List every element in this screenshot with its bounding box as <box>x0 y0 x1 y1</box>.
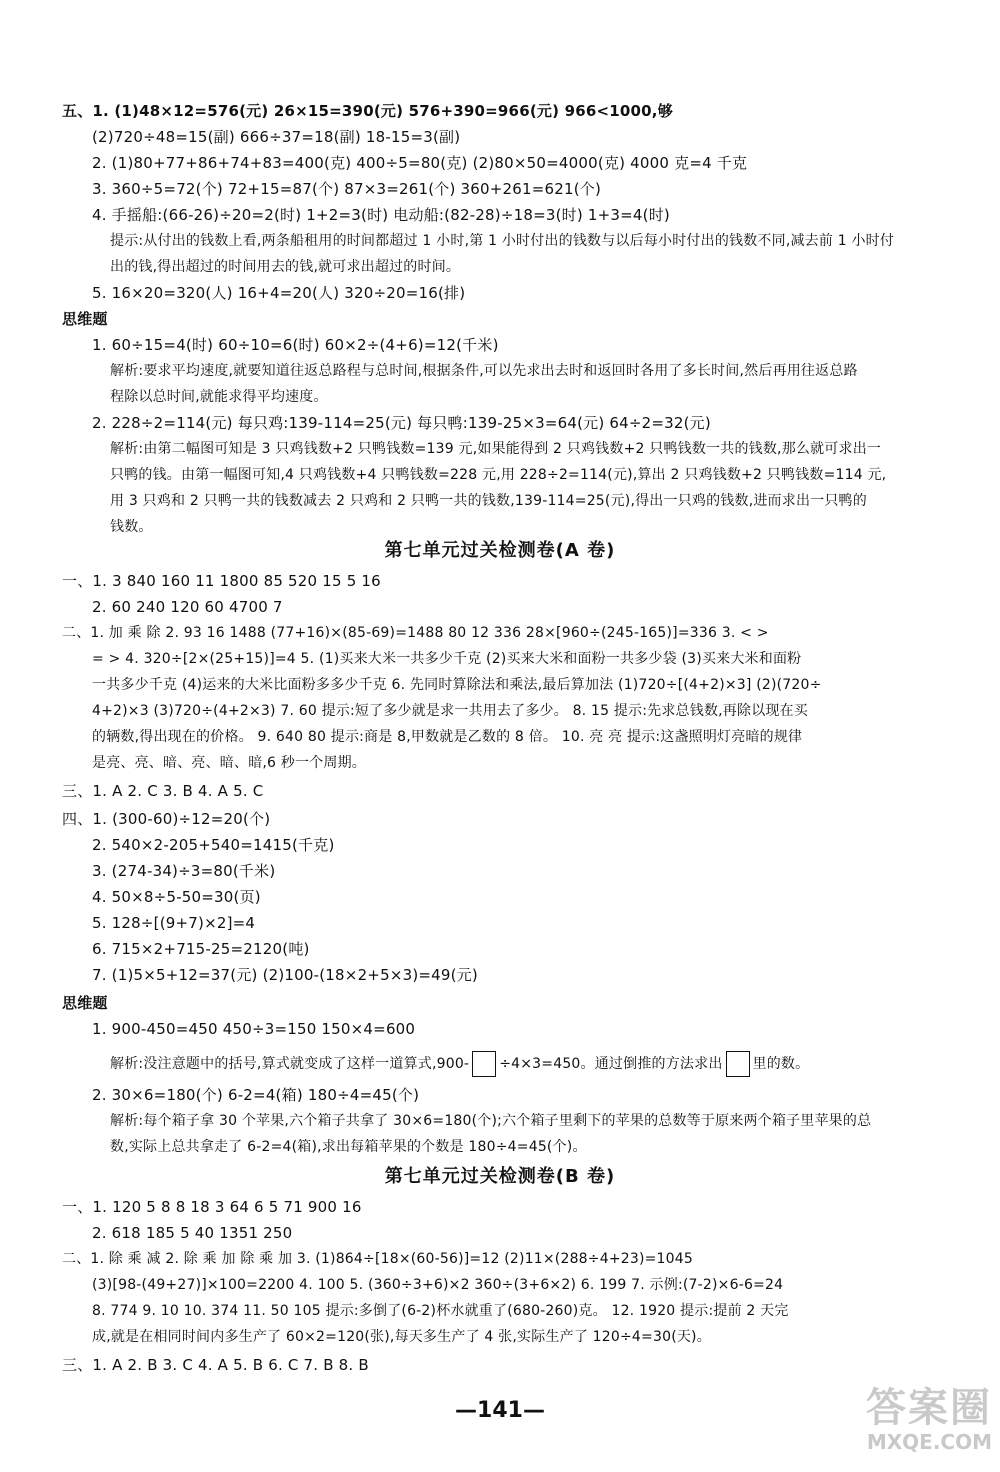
watermark-url: MXQE.COM <box>866 1430 992 1454</box>
answer-line: 五、1. (1)48×12=576(元) 26×15=390(元) 576+390=966(元) 966<1000,够 <box>62 102 673 120</box>
analysis-line: 用 3 只鸡和 2 只鸭一共的钱数减去 2 只鸡和 2 只鸭一共的钱数,139-114=25(元),得出一只鸡的钱数,进而求出一只鸭的 <box>110 493 867 509</box>
hint-line: 出的钱,得出超过的时间用去的钱,就可求出超过的时间。 <box>110 259 461 275</box>
answer-line: 8. 774 9. 10 10. 374 11. 50 105 提示:多倒了(6-2)杯水就重了(680-260)克。 12. 1920 提示:提前 2 天完 <box>92 1303 789 1319</box>
answer-line: 3. 360÷5=72(个) 72+15=87(个) 87×3=261(个) 360+261=621(个) <box>92 180 602 198</box>
answer-line: 4+2)×3 (3)720÷(4+2×3) 7. 60 提示:短了多少就是求一共用去了多少。 8. 15 提示:先求总钱数,再除以现在买 <box>92 703 809 719</box>
answer-line: 成,就是在相同时间内多生产了 60×2=120(张),每天多生产了 4 张,实际生产了 120÷4=30(天)。 <box>92 1329 711 1345</box>
watermark <box>812 1386 992 1466</box>
answer-line: 3. (274-34)÷3=80(千米) <box>92 862 276 880</box>
answer-line: 2. (1)80+77+86+74+83=400(克) 400÷5=80(克) (2)80×50=4000(克) 4000 克=4 千克 <box>92 154 748 172</box>
answer-blank-box <box>472 1051 496 1077</box>
section-title: 第七单元过关检测卷(A 卷) <box>384 540 616 561</box>
answer-blank-box <box>726 1051 750 1077</box>
answer-line: 5. 128÷[(9+7)×2]=4 <box>92 914 256 932</box>
analysis-line: 解析:要求平均速度,就要知道往返总路程与总时间,根据条件,可以先求出去时和返回时各用了多长时间,然后再用往返总路 <box>110 363 858 379</box>
answer-line: 2. 30×6=180(个) 6-2=4(箱) 180÷4=45(个) <box>92 1086 420 1104</box>
answer-line: 1. 900-450=450 450÷3=150 150×4=600 <box>92 1020 416 1038</box>
answer-line: 一、1. 120 5 8 8 18 3 64 6 5 71 900 16 <box>62 1198 362 1216</box>
analysis-line: 程除以总时间,就能求得平均速度。 <box>110 389 328 405</box>
answer-line: 四、1. (300-60)÷12=20(个) <box>62 810 271 828</box>
answer-line: 三、1. A 2. B 3. C 4. A 5. B 6. C 7. B 8. B <box>62 1356 369 1374</box>
answer-line: 2. 618 185 5 40 1351 250 <box>92 1224 293 1242</box>
answer-line: 4. 手摇船:(66-26)÷20=2(时) 1+2=3(时) 电动船:(82-28)÷18=3(时) 1+3=4(时) <box>92 206 670 224</box>
section-heading: 思维题 <box>62 310 108 328</box>
analysis-line: 解析:由第二幅图可知是 3 只鸡钱数+2 只鸭钱数=139 元,如果能得到 2 只鸡钱数+2 只鸭钱数一共的钱数,那么就可求出一 <box>110 441 882 457</box>
answer-line: 4. 50×8÷5-50=30(页) <box>92 888 261 906</box>
analysis-line: 数,实际上总共拿走了 6-2=4(箱),求出每箱苹果的个数是 180÷4=45(个)。 <box>110 1139 587 1155</box>
answer-line: 1. 60÷15=4(时) 60÷10=6(时) 60×2÷(4+6)=12(千米) <box>92 336 499 354</box>
answer-line: 2. 60 240 120 60 4700 7 <box>92 598 283 616</box>
analysis-text: 里的数。 <box>752 1056 810 1072</box>
answer-line: (2)720÷48=15(副) 666÷37=18(副) 18-15=3(副) <box>92 128 461 146</box>
analysis-text: ÷4×3=450。通过倒推的方法求出 <box>499 1056 723 1072</box>
answer-line: 6. 715×2+715-25=2120(吨) <box>92 940 310 958</box>
analysis-line: 只鸭的钱。由第一幅图可知,4 只鸡钱数+4 只鸭钱数=228 元,用 228÷2=114(元),算出 2 只鸡钱数+2 只鸭钱数=114 元, <box>110 467 887 483</box>
answer-line: = > 4. 320÷[2×(25+15)]=4 5. (1)买来大米一共多少千克 (2)买来大米和面粉一共多少袋 (3)买来大米和面粉 <box>92 651 802 667</box>
answer-line: 的辆数,得出现在的价格。 9. 640 80 提示:商是 8,甲数就是乙数的 8 倍。 10. 亮 亮 提示:这盏照明灯亮暗的规律 <box>92 729 803 745</box>
section-heading: 思维题 <box>62 994 108 1012</box>
analysis-line: 解析:每个箱子拿 30 个苹果,六个箱子共拿了 30×6=180(个);六个箱子里剩下的苹果的总数等于原来两个箱子里苹果的总 <box>110 1113 872 1129</box>
analysis-line <box>110 1050 809 1078</box>
answer-line: 一共多少千克 (4)运来的大米比面粉多多少千克 6. 先同时算除法和乘法,最后算加法 (1)720÷[(4+2)×3] (2)(720÷ <box>92 677 822 693</box>
answer-line: 2. 540×2-205+540=1415(千克) <box>92 836 335 854</box>
answer-line: 三、1. A 2. C 3. B 4. A 5. C <box>62 782 264 800</box>
answer-line: 5. 16×20=320(人) 16+4=20(人) 320÷20=16(排) <box>92 284 466 302</box>
hint-line: 提示:从付出的钱数上看,两条船租用的时间都超过 1 小时,第 1 小时付出的钱数与以后每小时付出的钱数不同,减去前 1 小时付 <box>110 233 895 249</box>
answer-line: 二、1. 加 乘 除 2. 93 16 1488 (77+16)×(85-69)=1488 80 12 336 28×[960÷(245-165)]=336 3. < > <box>62 625 769 641</box>
section-title: 第七单元过关检测卷(B 卷) <box>384 1166 616 1187</box>
analysis-line: 钱数。 <box>110 519 153 535</box>
answer-line: 二、1. 除 乘 减 2. 除 乘 加 除 乘 加 3. (1)864÷[18×(60-56)]=12 (2)11×(288÷4+23)=1045 <box>62 1251 693 1267</box>
answer-line: 7. (1)5×5+12=37(元) (2)100-(18×2+5×3)=49(元) <box>92 966 478 984</box>
answer-line: (3)[98-(49+27)]×100=2200 4. 100 5. (360÷3+6)×2 360÷(3+6×2) 6. 199 7. 示例:(7-2)×6-6=24 <box>92 1277 784 1293</box>
answer-line: 是亮、亮、暗、亮、暗、暗,6 秒一个周期。 <box>92 755 367 771</box>
answer-line: 一、1. 3 840 160 11 1800 85 520 15 5 16 <box>62 572 381 590</box>
analysis-text: 解析:没注意题中的括号,算式就变成了这样一道算式,900- <box>110 1056 470 1072</box>
answer-line: 2. 228÷2=114(元) 每只鸡:139-114=25(元) 每只鸭:139-25×3=64(元) 64÷2=32(元) <box>92 414 711 432</box>
watermark-logo: 答案圈 <box>866 1385 992 1431</box>
page-number: —141— <box>455 1398 545 1423</box>
